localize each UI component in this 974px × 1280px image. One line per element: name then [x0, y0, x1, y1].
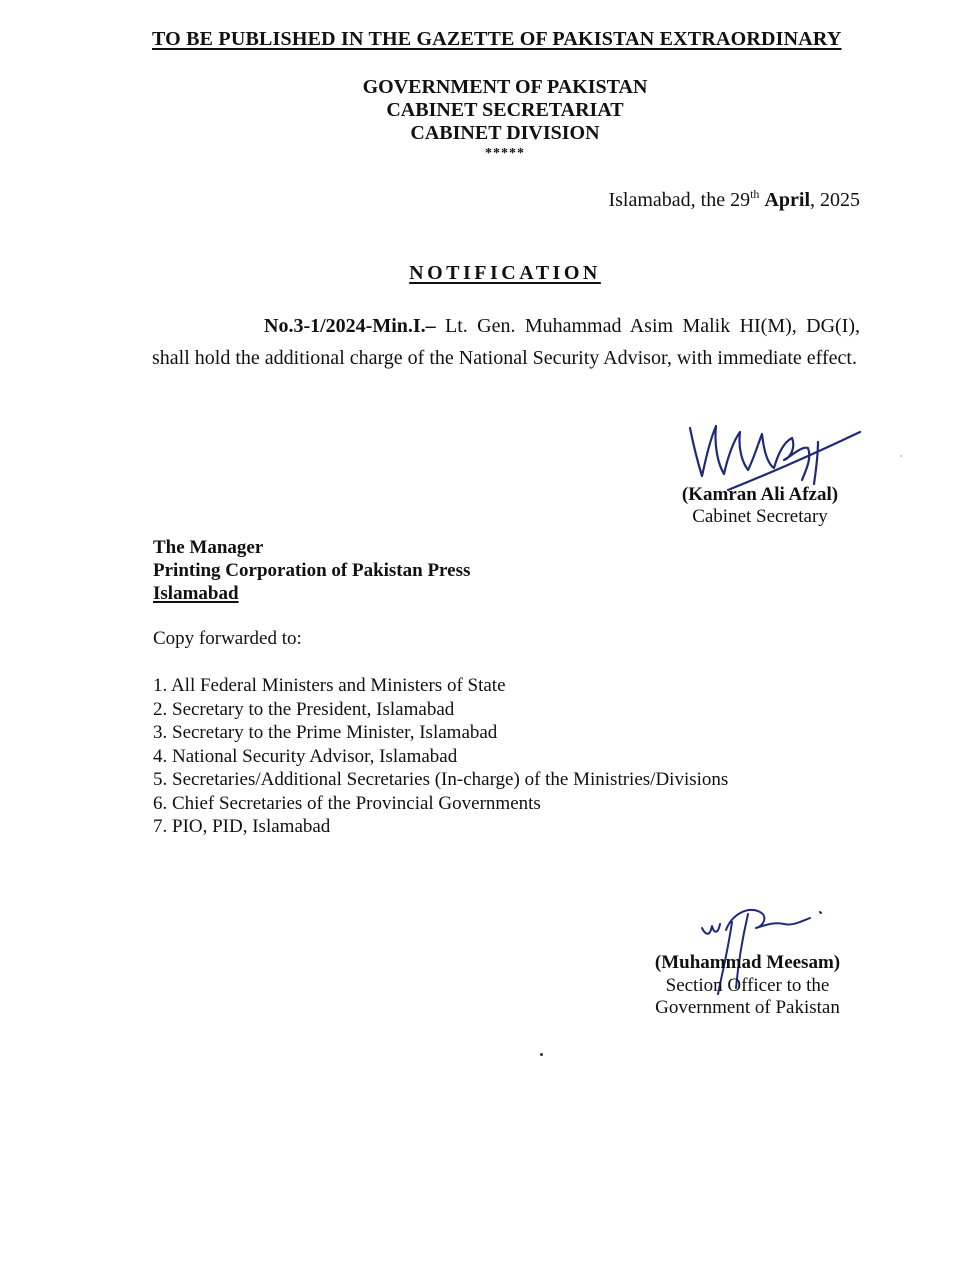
signatory2-title-line2: Government of Pakistan	[655, 997, 840, 1018]
gazette-heading: TO BE PUBLISHED IN THE GAZETTE OF PAKISTAN EXTRAORDINARY	[152, 28, 842, 50]
date-ordinal-suffix: th	[750, 187, 760, 201]
notification-body	[152, 310, 860, 374]
header-stars-separator: *****	[485, 146, 525, 161]
addressee-city: Islamabad	[153, 583, 239, 604]
signatory2-name: (Muhammad Meesam)	[654, 952, 841, 973]
header-secretariat: CABINET SECRETARIAT	[386, 99, 624, 121]
issuing-authority-header	[290, 76, 720, 161]
addressee-line2: Printing Corporation of Pakistan Press	[153, 560, 471, 581]
date-prefix: Islamabad, the 29	[608, 189, 751, 211]
copy-forwarded-list	[153, 674, 728, 839]
list-item: 7. PIO, PID, Islamabad	[153, 816, 331, 837]
notification-title: NOTIFICATION	[409, 262, 601, 284]
header-division: CABINET DIVISION	[410, 122, 600, 144]
signatory1-title: Cabinet Secretary	[692, 506, 828, 527]
signatory1-name: (Kamran Ali Afzal)	[681, 484, 839, 505]
notification-reference: No.3-1/2024-Min.I.–	[264, 315, 436, 337]
copy-forwarded-label: Copy forwarded to:	[153, 628, 302, 649]
header-government: GOVERNMENT OF PAKISTAN	[362, 76, 648, 98]
date-month: April	[764, 189, 810, 211]
signatory2-title-line1: Section Officer to the	[665, 974, 830, 996]
list-item: 1. All Federal Ministers and Ministers of State	[153, 675, 506, 696]
stray-ink-dot	[540, 1053, 543, 1056]
list-item: 2. Secretary to the President, Islamabad	[153, 698, 455, 720]
addressee-line1: The Manager	[153, 537, 264, 558]
list-item: 6. Chief Secretaries of the Provincial Governments	[153, 792, 541, 814]
faint-speck	[900, 455, 902, 457]
date-year: , 2025	[810, 189, 860, 211]
notification-text: Lt. Gen. Muhammad Asim Malik HI(M), DG(I), shall hold the additional charge of the National Security Advisor, with immediate effect.	[152, 315, 860, 369]
list-item: 5. Secretaries/Additional Secretaries (In-charge) of the Ministries/Divisions	[153, 769, 729, 790]
list-item: 3. Secretary to the Prime Minister, Islamabad	[153, 722, 498, 743]
addressee-block	[153, 536, 470, 605]
signatory2-block	[640, 952, 855, 1020]
issue-date	[560, 189, 860, 212]
list-item: 4. National Security Advisor, Islamabad	[153, 745, 458, 767]
